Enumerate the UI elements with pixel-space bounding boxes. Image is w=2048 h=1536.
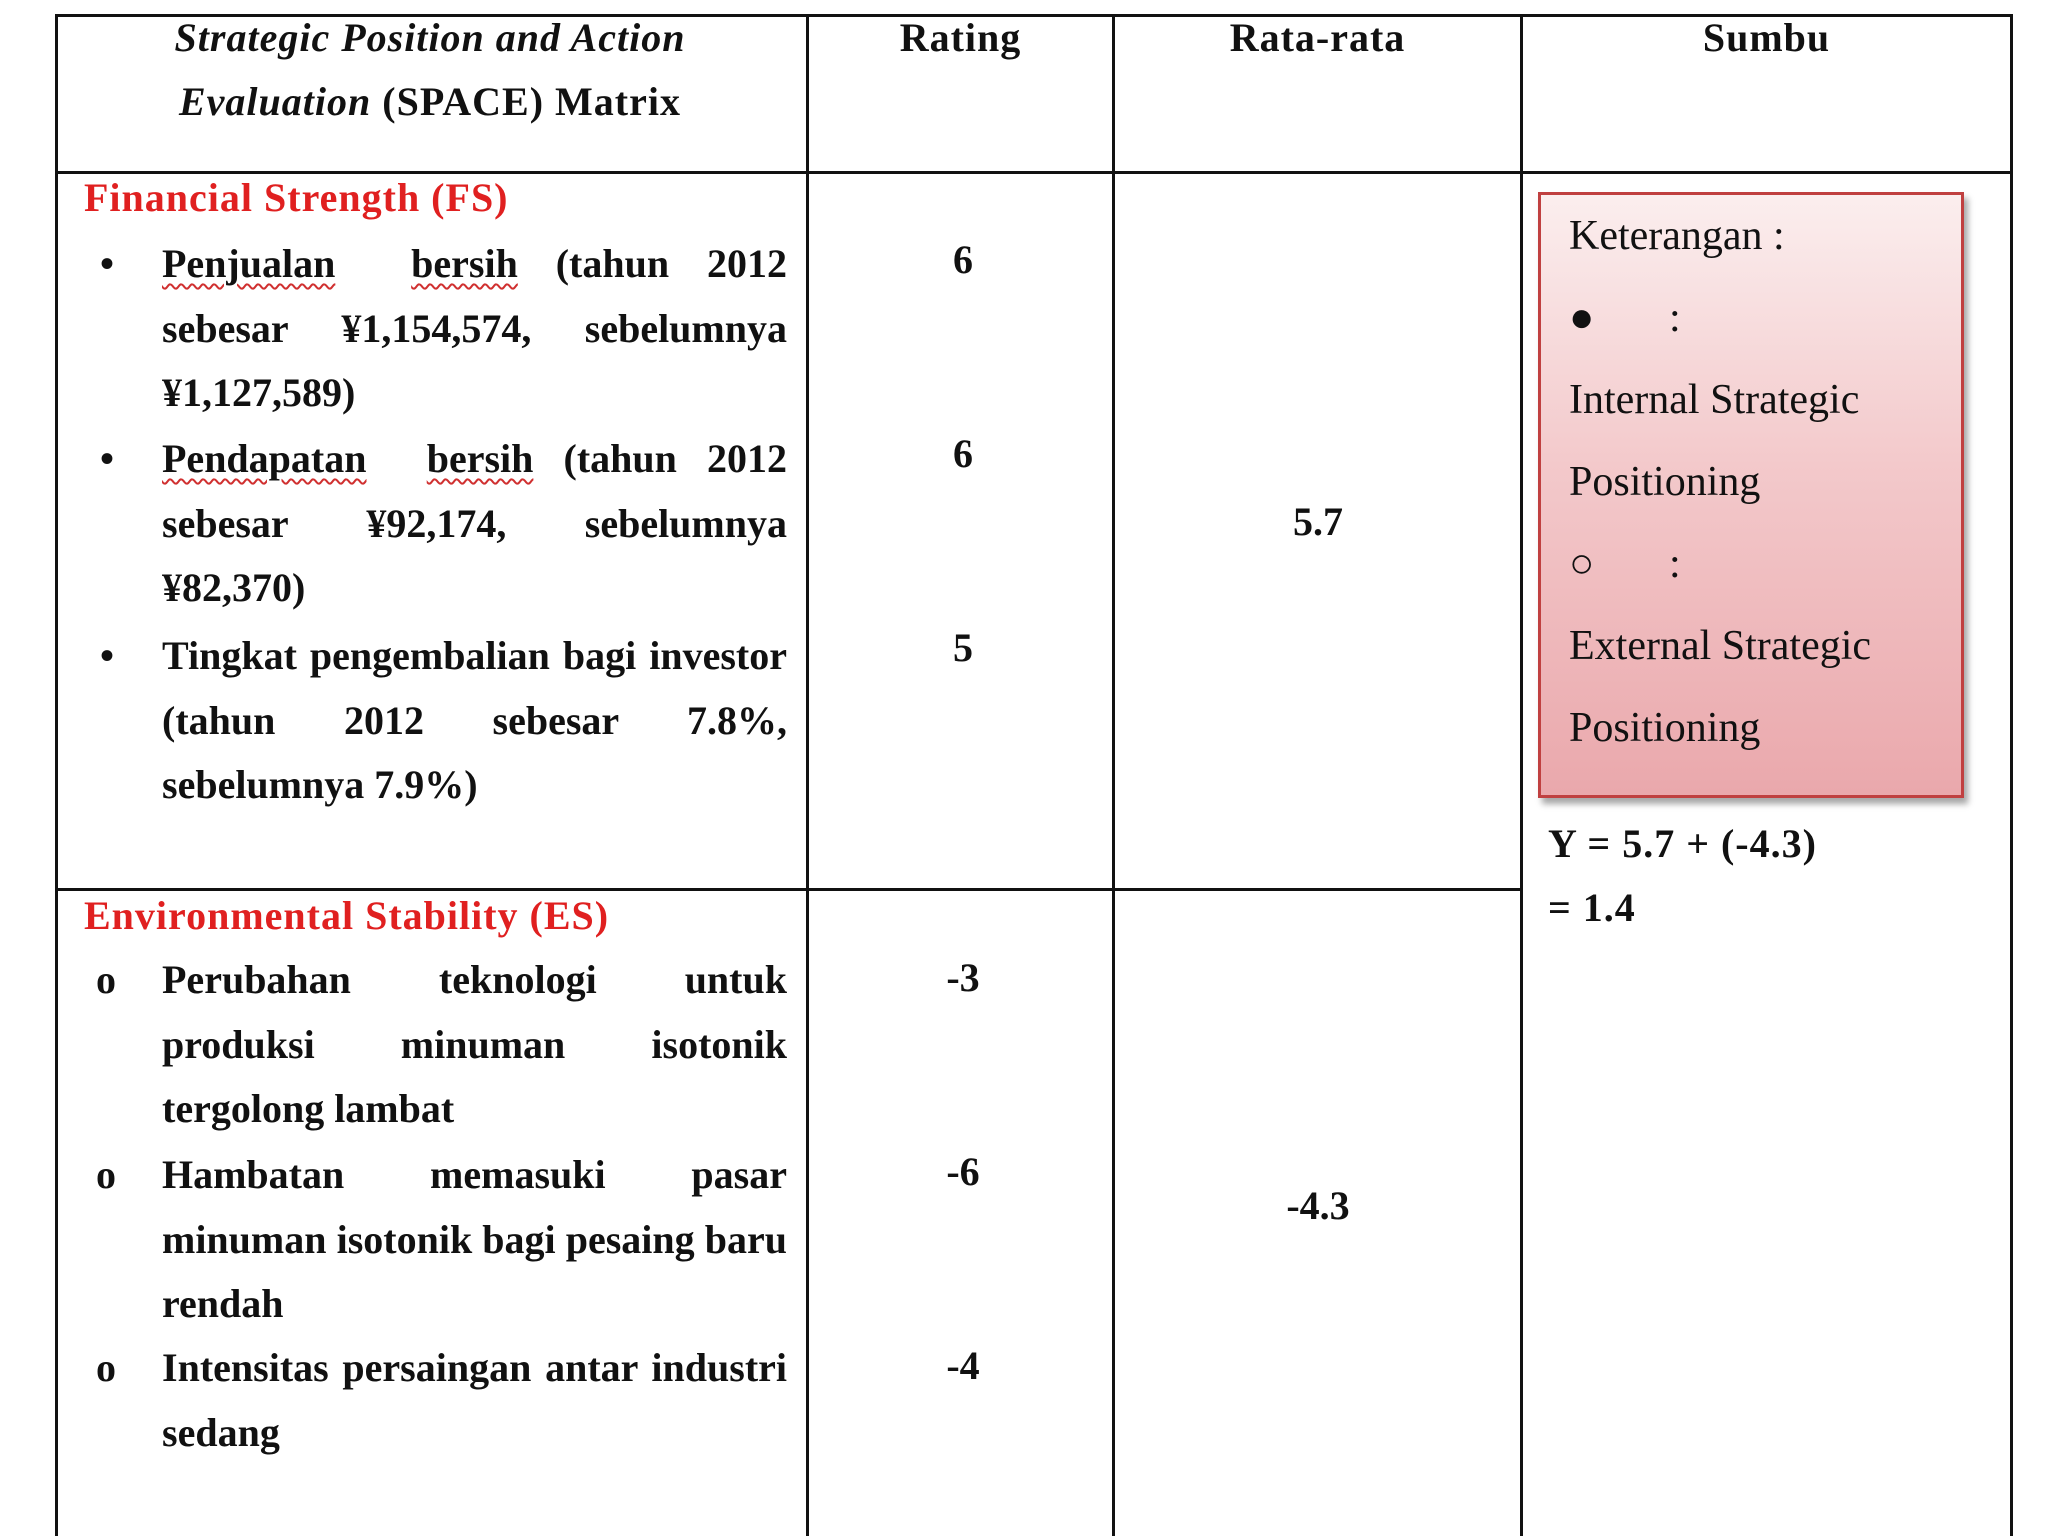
fs-rating-3: 5 xyxy=(953,625,973,670)
bullet-icon: • xyxy=(100,633,115,678)
spellcheck-word: Penjualan xyxy=(162,241,336,286)
formula-line-1: Y = 5.7 + (-4.3) xyxy=(1548,821,1817,866)
es-item-3-text: Intensitas persaingan antar industri sedang xyxy=(162,1345,787,1455)
es-rating-1: -3 xyxy=(946,955,980,1000)
es-rating-3: -4 xyxy=(946,1343,980,1388)
header-title-line1: Strategic Position and Action xyxy=(174,15,686,60)
fs-item-2-text xyxy=(162,427,787,621)
col-divider-average xyxy=(1112,14,1115,1536)
circle-bullet-icon: o xyxy=(96,957,116,1002)
es-item-1 xyxy=(90,948,790,1143)
fs-item-1-rest: (tahun 2012 sebesar ¥1,154,574, sebelumnya ¥1,127,589) xyxy=(162,241,787,415)
header-axis: Sumbu xyxy=(1702,15,1831,60)
header-title-line2-rest: (SPACE) Matrix xyxy=(371,79,681,124)
fs-item-2 xyxy=(90,427,790,627)
spellcheck-word: Pendapatan xyxy=(162,436,367,481)
circle-bullet-icon: o xyxy=(96,1152,116,1197)
table-right-border xyxy=(2010,14,2013,1536)
legend-label-2-line1: External Strategic xyxy=(1569,623,1872,669)
es-item-2 xyxy=(90,1143,790,1338)
header-average: Rata-rata xyxy=(1229,15,1406,60)
spellcheck-word: bersih xyxy=(411,241,518,286)
fs-item-1-text xyxy=(162,232,787,426)
hollow-circle-icon: ○ xyxy=(1569,541,1595,587)
col-divider-axis xyxy=(1520,14,1523,1536)
fs-rating-2: 6 xyxy=(953,431,973,476)
header-title xyxy=(70,6,790,134)
legend-title: Keterangan : xyxy=(1569,213,1785,259)
bullet-icon: • xyxy=(100,436,115,481)
legend-note-box xyxy=(1538,192,1964,798)
es-item-1-text: Perubahan teknologi untuk produksi minuman isotonik tergolong lambat xyxy=(162,957,787,1131)
legend-label-1-line2: Positioning xyxy=(1569,459,1761,505)
circle-bullet-icon: o xyxy=(96,1345,116,1390)
es-item-2-text: Hambatan memasuki pasar minuman isotonik bagi pesaing baru rendah xyxy=(162,1152,787,1326)
legend-label-2-line2: Positioning xyxy=(1569,705,1761,751)
legend-colon-1: : xyxy=(1669,295,1681,341)
legend-label-1-line1: Internal Strategic xyxy=(1569,377,1860,423)
table-left-border xyxy=(55,14,58,1536)
fs-item-3-text: Tingkat pengembalian bagi investor (tahun 2012 sebesar 7.8%, sebelumnya 7.9%) xyxy=(162,633,787,807)
spellcheck-word: bersih xyxy=(426,436,534,481)
fs-item-3 xyxy=(90,624,790,884)
es-item-3 xyxy=(90,1336,790,1466)
formula-line-2: = 1.4 xyxy=(1548,885,1636,930)
bullet-icon: • xyxy=(100,241,115,286)
fs-average: 5.7 xyxy=(1293,499,1343,544)
es-heading: Environmental Stability (ES) xyxy=(84,893,610,938)
col-divider-rating xyxy=(806,14,809,1536)
fs-rating-1: 6 xyxy=(953,237,973,282)
fs-item-2-rest: (tahun 2012 sebesar ¥92,174, sebelumnya ¥82,370) xyxy=(162,436,787,610)
fs-item-1 xyxy=(90,232,790,432)
header-title-line2-italic: Evaluation xyxy=(178,79,372,124)
es-average: -4.3 xyxy=(1286,1183,1350,1228)
fs-heading: Financial Strength (FS) xyxy=(84,175,509,220)
filled-circle-icon: ● xyxy=(1569,295,1595,341)
header-rating: Rating xyxy=(899,15,1022,60)
legend-colon-2: : xyxy=(1669,541,1681,587)
es-rating-2: -6 xyxy=(946,1149,980,1194)
